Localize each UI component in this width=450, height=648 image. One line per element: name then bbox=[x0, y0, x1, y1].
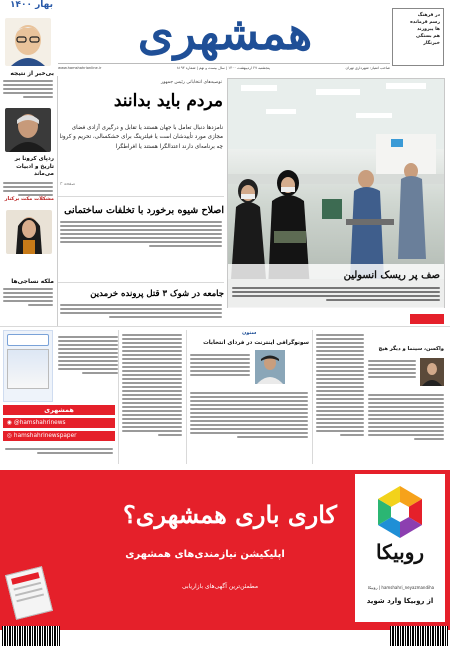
story-headline[interactable]: جامعه در شوک ۳ قتل پرونده خرمدین bbox=[90, 289, 224, 299]
column-text bbox=[190, 390, 308, 440]
magazine-promo[interactable] bbox=[3, 330, 53, 402]
sidebar-portrait-2 bbox=[5, 108, 51, 152]
social-handle-bar[interactable] bbox=[3, 418, 115, 428]
twitter-icon: ◉ bbox=[7, 420, 13, 426]
story-headline[interactable]: اصلاح شیوه برخورد با تخلفات ساختمانی bbox=[64, 205, 224, 216]
column-text bbox=[190, 352, 250, 378]
barcode bbox=[390, 626, 448, 646]
promo-line: خبرنگار bbox=[423, 41, 440, 46]
promo-line: رسم فرمانده bbox=[410, 20, 440, 25]
ad-tagline: مطمئن‌ترین آگهی‌های بازاریابی bbox=[181, 583, 259, 590]
ad-subtitle: اپلیکیشن نیازمندی‌های همشهری bbox=[125, 549, 285, 560]
main-headline[interactable]: مردم باید بدانند bbox=[113, 91, 223, 111]
column-headline[interactable]: واکسن، سینما و دیگر هیچ bbox=[378, 346, 444, 352]
dateline-date: پنجشنبه ۲۷ اردیبهشت ۱۴۰۰ | سال بیست و نهم | شماره ۸۱۹۳ bbox=[176, 66, 270, 70]
section-tag bbox=[410, 314, 444, 324]
promo-box[interactable] bbox=[392, 8, 444, 66]
column-divider bbox=[312, 330, 313, 464]
edition-badge: بهار ۱۴۰۰ bbox=[10, 0, 53, 10]
sidebar-story-title[interactable]: ملکه نساجی‌ها bbox=[11, 278, 54, 285]
sidebar-portrait-1 bbox=[5, 18, 51, 66]
photo-headline[interactable]: صف پر ریسک انسولین bbox=[343, 270, 440, 281]
sidebar-story-text bbox=[3, 78, 53, 100]
footer-text bbox=[5, 446, 113, 456]
sidebar-story-text bbox=[3, 286, 53, 308]
column-text bbox=[368, 358, 416, 380]
social-handle-bar[interactable] bbox=[3, 431, 115, 441]
story-text bbox=[60, 219, 222, 249]
ad-logo-text: روبیکا bbox=[375, 540, 425, 564]
social-brand: همشهری bbox=[44, 406, 74, 414]
story-text bbox=[60, 302, 222, 320]
promo-line: ها پیروزند bbox=[417, 27, 440, 32]
promo-line: هم بستگی bbox=[416, 34, 440, 39]
photo-caption-text bbox=[232, 285, 440, 303]
instagram-icon: ◎ bbox=[7, 433, 13, 439]
ad-cta[interactable]: از روبیکا وارد شوید bbox=[366, 597, 434, 605]
rubika-logo-icon bbox=[372, 484, 428, 540]
columnist-portrait bbox=[255, 350, 285, 384]
portrait-image bbox=[5, 108, 51, 152]
divider bbox=[0, 326, 450, 327]
dateline bbox=[58, 63, 390, 72]
columnist-portrait bbox=[420, 358, 444, 386]
main-kicker: توصیه‌های انتخاباتی رئیس جمهور bbox=[161, 80, 222, 85]
sidebar-story-title[interactable]: مشکلات مکث برکنار bbox=[4, 196, 54, 202]
caricature-image bbox=[5, 18, 51, 66]
main-story-body bbox=[58, 124, 223, 152]
column-text bbox=[368, 392, 444, 442]
page-reference[interactable]: صفحه ۳ bbox=[60, 182, 76, 187]
sidebar-story-title[interactable]: بی‌خبر از نتیجه bbox=[10, 70, 54, 77]
divider bbox=[58, 196, 224, 197]
column-divider bbox=[186, 330, 187, 464]
sidebar-portrait-3 bbox=[6, 210, 52, 254]
ad-handle: hamshahri_neyazmandiha | روبیکا bbox=[367, 585, 435, 590]
promo-text bbox=[58, 334, 118, 376]
columnist-photo bbox=[255, 350, 285, 384]
column-label: ستون bbox=[242, 330, 257, 336]
divider bbox=[58, 282, 224, 283]
column-text bbox=[316, 332, 364, 438]
ad-title: کاری باری همشهری؟ bbox=[123, 500, 337, 529]
portrait-image bbox=[6, 210, 52, 254]
sidebar-story-title[interactable]: ردپای کرونا بر تاریخ و ادبیات می‌ماند bbox=[14, 156, 54, 177]
newspaper-logo: همشهری bbox=[137, 6, 313, 60]
dateline-publisher: صاحب امتیاز: شهرداری تهران bbox=[345, 66, 390, 70]
barcode bbox=[2, 626, 60, 646]
social-brand-bar bbox=[3, 405, 115, 415]
promo-line: در فرهنگ bbox=[417, 13, 440, 18]
column-headline[interactable]: سونوگرافی اینترنت در فردای انتخابات bbox=[203, 340, 309, 346]
social-handle-instagram: hamshahrinewspaper bbox=[13, 433, 77, 439]
social-handle-twitter: @hamshahrinews bbox=[13, 420, 66, 426]
masthead bbox=[60, 4, 390, 66]
column-text bbox=[122, 332, 182, 438]
column-divider bbox=[118, 330, 119, 464]
main-story-text: نامزدها دنبال تعامل با جهان هستند یا تقابل و درگیری آزادی فضای مجازی مورد تأییدشان است یا فیلترینگ برای خشکسالی، تحریم و کرونا چه برنامه‌ای دارند اعتدالگرا هستند یا افراطگرا bbox=[59, 125, 223, 150]
columnist-photo bbox=[420, 358, 444, 386]
dateline-website[interactable]: www.hamshahrionline.ir bbox=[58, 66, 102, 70]
